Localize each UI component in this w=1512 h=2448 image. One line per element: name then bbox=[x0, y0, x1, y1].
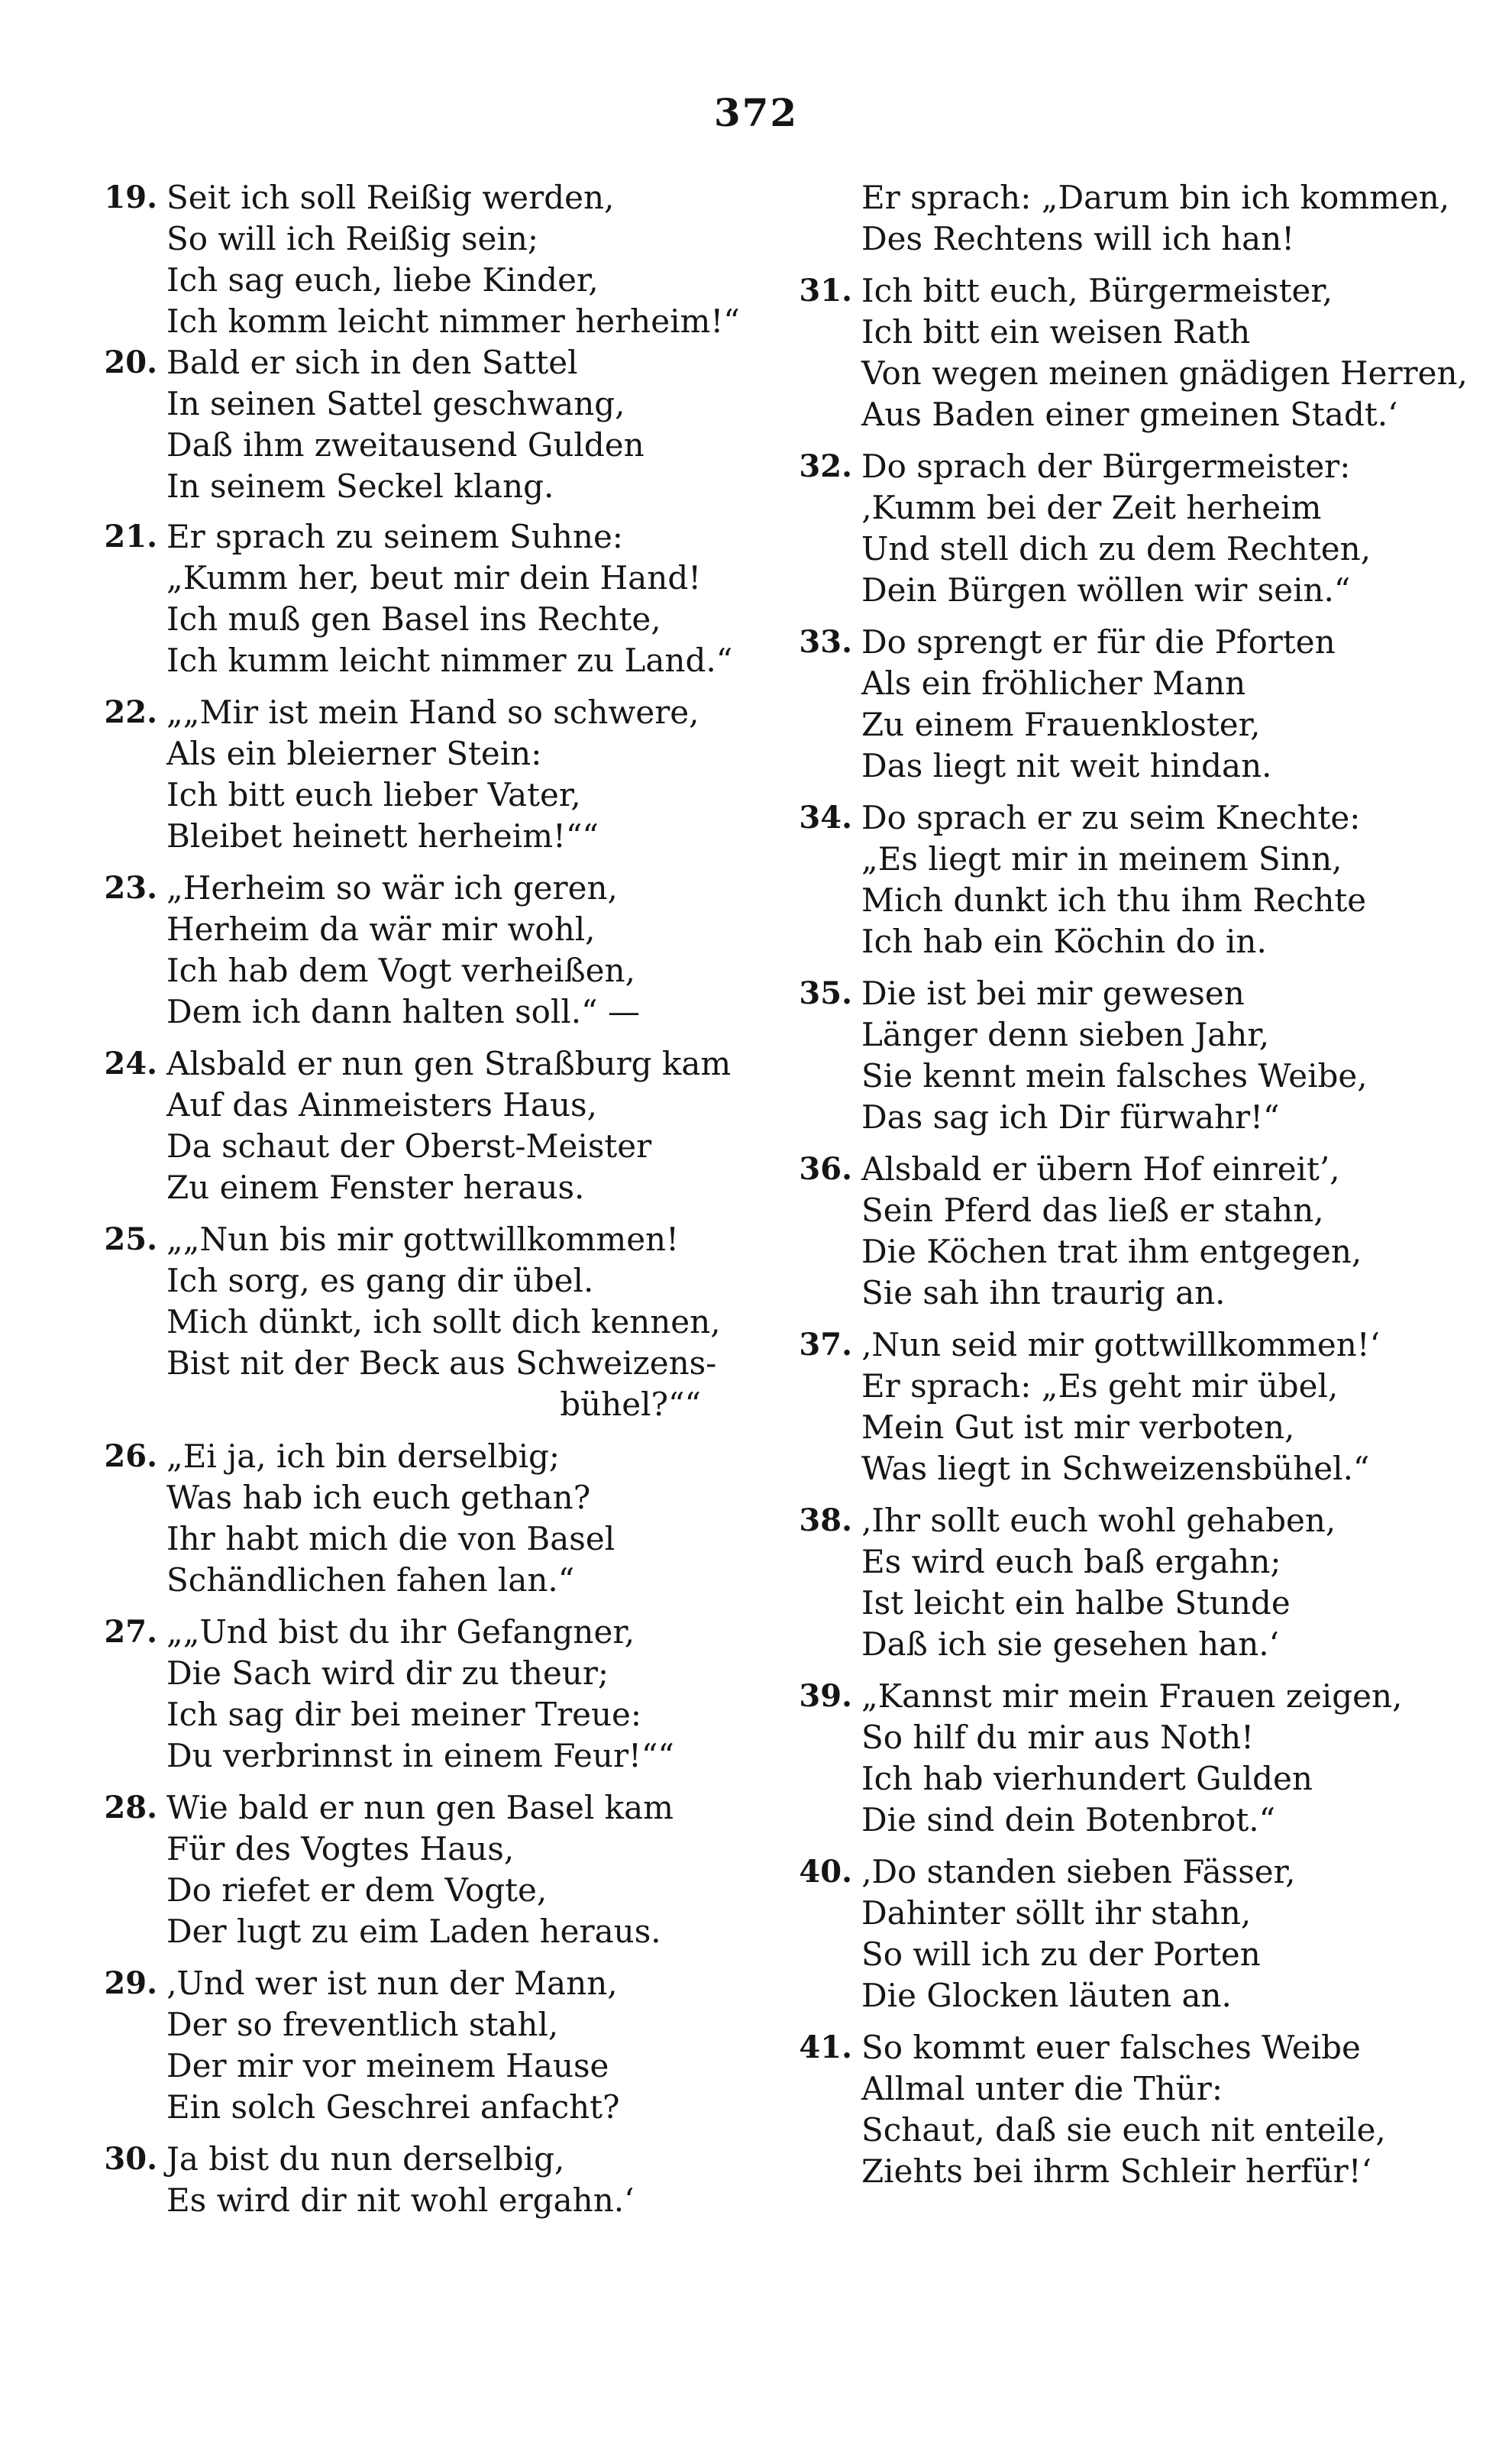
stanza-number: 19. bbox=[104, 179, 157, 215]
verse-line: So will ich Reißig sein; bbox=[166, 220, 539, 257]
stanza bbox=[75, 1787, 732, 1952]
stanza-number: 39. bbox=[799, 1678, 852, 1714]
verse-line: ‚Kumm bei der Zeit herheim bbox=[861, 489, 1322, 526]
stanza-number: 36. bbox=[799, 1151, 852, 1187]
stanza-number: 24. bbox=[104, 1046, 157, 1082]
verse-line: Die Glocken läuten an. bbox=[861, 1977, 1232, 2014]
verse-line: Sein Pferd das ließ er stahn, bbox=[861, 1192, 1324, 1229]
verse-line: Bist nit der Beck aus Schweizens- bbox=[166, 1344, 717, 1382]
verse-line: Wie bald er nun gen Basel kam bbox=[166, 1789, 674, 1826]
verse-line: So will ich zu der Porten bbox=[861, 1935, 1261, 1973]
verse-line: Mich dunkt ich thu ihm Rechte bbox=[861, 881, 1367, 919]
verse-line: ‚Ihr sollt euch wohl gehaben, bbox=[861, 1502, 1336, 1539]
verse-line: Do sprengt er für die Pforten bbox=[861, 623, 1336, 661]
verse-line: Von wegen meinen gnädigen Herren, bbox=[861, 354, 1468, 392]
verse-line: Ich bitt euch lieber Vater, bbox=[166, 776, 581, 813]
verse-line: Ich hab vierhundert Gulden bbox=[861, 1760, 1313, 1797]
stanza-number: 34. bbox=[799, 800, 852, 836]
stanza-number: 37. bbox=[799, 1327, 852, 1363]
verse-line: Ich muß gen Basel ins Rechte, bbox=[166, 600, 661, 638]
verse-line: Das sag ich Dir fürwahr!“ bbox=[861, 1098, 1280, 1136]
verse-line: Des Rechtens will ich han! bbox=[861, 220, 1295, 257]
verse-line: So hilf du mir aus Noth! bbox=[861, 1719, 1255, 1756]
verse-line: „„Mir ist mein Hand so schwere, bbox=[166, 694, 699, 731]
stanza-number: 33. bbox=[799, 624, 852, 660]
left-column bbox=[75, 177, 740, 2221]
verse-line: Ich sag euch, liebe Kinder, bbox=[166, 261, 599, 299]
verse-line: Da schaut der Oberst-Meister bbox=[166, 1127, 652, 1165]
stanza bbox=[75, 342, 732, 507]
verse-line: Herheim da wär mir wohl, bbox=[166, 910, 596, 948]
verse-line: „„Nun bis mir gottwillkommen! bbox=[166, 1221, 679, 1258]
page-number: 372 bbox=[713, 90, 799, 135]
verse-line: Und stell dich zu dem Rechten, bbox=[861, 530, 1371, 568]
verse-line: Er sprach zu seinem Suhne: bbox=[166, 518, 623, 555]
verse-line: Ich hab ein Köchin do in. bbox=[861, 923, 1267, 960]
verse-line: Als ein bleierner Stein: bbox=[166, 735, 542, 772]
stanza-number: 41. bbox=[799, 2029, 852, 2065]
verse-line: Länger denn sieben Jahr, bbox=[861, 1016, 1270, 1053]
stanza-number: 22. bbox=[104, 694, 157, 730]
verse-line: Ich komm leicht nimmer herheim!“ bbox=[166, 302, 740, 340]
verse-line: „Kumm her, beut mir dein Hand! bbox=[166, 559, 702, 597]
verse-line: Do sprach der Bürgermeister: bbox=[861, 448, 1351, 485]
verse-line: Es wird euch baß ergahn; bbox=[861, 1543, 1281, 1580]
verse-line: Er sprach: „Es geht mir übel, bbox=[861, 1367, 1339, 1405]
verse-line: Ein solch Geschrei anfacht? bbox=[166, 2088, 620, 2126]
stanza bbox=[770, 1500, 1457, 1665]
verse-line: So kommt euer falsches Weibe bbox=[861, 2029, 1361, 2066]
stanza bbox=[75, 1963, 732, 2128]
stanza-number: 30. bbox=[104, 2141, 157, 2177]
verse-line: Der mir vor meinem Hause bbox=[166, 2047, 609, 2084]
verse-line: Bald er sich in den Sattel bbox=[166, 344, 578, 381]
stanza bbox=[75, 1612, 732, 1777]
verse-line: Für des Vogtes Haus, bbox=[166, 1830, 515, 1868]
stanza bbox=[75, 516, 732, 681]
stanza-number: 21. bbox=[104, 519, 157, 555]
verse-line: Ich sorg, es gang dir übel. bbox=[166, 1262, 594, 1299]
verse-line: Er sprach: „Darum bin ich kommen, bbox=[861, 179, 1450, 216]
verse-line: ‚Nun seid mir gottwillkommen!‘ bbox=[861, 1326, 1381, 1363]
verse-line: Sie sah ihn traurig an. bbox=[861, 1274, 1226, 1311]
verse-line: Ja bist du nun derselbig, bbox=[166, 2140, 565, 2178]
verse-line: Mich dünkt, ich sollt dich kennen, bbox=[166, 1303, 721, 1340]
stanza bbox=[75, 1043, 732, 1208]
verse-line: Do riefet er dem Vogte, bbox=[166, 1871, 548, 1909]
stanza bbox=[770, 622, 1457, 787]
stanza bbox=[770, 1324, 1457, 1489]
verse-line: „„Und bist du ihr Gefangner, bbox=[166, 1613, 635, 1651]
verse-line: Schaut, daß sie euch nit enteile, bbox=[861, 2111, 1386, 2149]
stanza bbox=[75, 1436, 732, 1601]
stanza-number: 29. bbox=[104, 1965, 157, 2001]
stanza bbox=[770, 973, 1457, 1138]
verse-line: Was hab ich euch gethan? bbox=[166, 1479, 591, 1516]
verse-line: Daß ich sie gesehen han.‘ bbox=[861, 1625, 1279, 1663]
verse-line: Das liegt nit weit hindan. bbox=[861, 747, 1272, 784]
verse-line: Ziehts bei ihrm Schleir herfür!‘ bbox=[861, 2152, 1371, 2190]
verse-line: Ist leicht ein halbe Stunde bbox=[861, 1584, 1291, 1622]
verse-line: Die sind dein Botenbrot.“ bbox=[861, 1801, 1276, 1838]
stanza-number: 25. bbox=[104, 1221, 157, 1257]
stanza bbox=[770, 1851, 1457, 2016]
verse-line-continuation: bühel?““ bbox=[560, 1386, 701, 1423]
stanza bbox=[75, 177, 740, 342]
verse-line: Aus Baden einer gmeinen Stadt.‘ bbox=[861, 396, 1398, 433]
verse-line: ‚Do standen sieben Fässer, bbox=[861, 1853, 1296, 1890]
verse-line: Die ist bei mir gewesen bbox=[861, 975, 1245, 1012]
stanza bbox=[770, 177, 1457, 260]
verse-line: Die Köchen trat ihm entgegen, bbox=[861, 1233, 1362, 1270]
stanza-number: 27. bbox=[104, 1614, 157, 1650]
verse-line: Ich bitt euch, Bürgermeister, bbox=[861, 272, 1333, 309]
stanza bbox=[770, 270, 1468, 435]
verse-line: Es wird dir nit wohl ergahn.‘ bbox=[166, 2181, 635, 2219]
verse-line: ‚Und wer ist nun der Mann, bbox=[166, 1965, 618, 2002]
stanza-number: 35. bbox=[799, 975, 852, 1011]
verse-line: Zu einem Frauenkloster, bbox=[861, 706, 1261, 743]
verse-line: Die Sach wird dir zu theur; bbox=[166, 1654, 609, 1692]
stanza-number: 31. bbox=[799, 273, 852, 309]
verse-line: Dahinter söllt ihr stahn, bbox=[861, 1894, 1252, 1932]
stanza-number: 32. bbox=[799, 448, 852, 484]
verse-line: Du verbrinnst in einem Feur!““ bbox=[166, 1737, 674, 1774]
verse-line: Seit ich soll Reißig werden, bbox=[166, 179, 615, 216]
verse-line: Alsbald er übern Hof einreit’, bbox=[861, 1150, 1340, 1188]
stanza-number: 20. bbox=[104, 344, 157, 380]
stanza bbox=[75, 1219, 732, 1425]
stanza-number: 40. bbox=[799, 1854, 852, 1890]
verse-line: Alsbald er nun gen Straßburg kam bbox=[166, 1045, 732, 1082]
verse-line: Allmal unter die Thür: bbox=[861, 2070, 1223, 2107]
verse-line: Bleibet heinett herheim!““ bbox=[166, 817, 599, 855]
verse-line: „Ei ja, ich bin derselbig; bbox=[166, 1437, 561, 1475]
stanza bbox=[770, 2027, 1457, 2192]
verse-line: „Herheim so wär ich geren, bbox=[166, 869, 618, 907]
verse-line: Zu einem Fenster heraus. bbox=[166, 1169, 585, 1206]
verse-line: Do sprach er zu seim Knechte: bbox=[861, 799, 1361, 836]
stanza bbox=[770, 797, 1457, 962]
stanza-number: 23. bbox=[104, 870, 157, 906]
verse-line: Dem ich dann halten soll.“ — bbox=[166, 993, 640, 1030]
verse-line: Sie kennt mein falsches Weibe, bbox=[861, 1057, 1368, 1095]
right-column bbox=[770, 177, 1468, 2192]
stanza bbox=[770, 446, 1457, 611]
verse-line: Der lugt zu eim Laden heraus. bbox=[166, 1913, 661, 1950]
verse-line: Schändlichen fahen lan.“ bbox=[166, 1561, 575, 1599]
stanza bbox=[770, 1676, 1457, 1841]
verse-line: Dein Bürgen wöllen wir sein.“ bbox=[861, 571, 1351, 609]
verse-line: Als ein fröhlicher Mann bbox=[861, 665, 1246, 702]
verse-line: Ich kumm leicht nimmer zu Land.“ bbox=[166, 642, 733, 679]
verse-line: In seinem Seckel klang. bbox=[166, 467, 554, 505]
stanza bbox=[770, 1149, 1457, 1314]
verse-line: Auf das Ainmeisters Haus, bbox=[166, 1086, 597, 1124]
verse-line: „Es liegt mir in meinem Sinn, bbox=[861, 840, 1342, 878]
stanza bbox=[75, 2139, 732, 2221]
stanza-number: 38. bbox=[799, 1502, 852, 1538]
stanza bbox=[75, 692, 732, 857]
stanza bbox=[75, 868, 732, 1033]
verse-line: Ich hab dem Vogt verheißen, bbox=[166, 952, 635, 989]
verse-line: Was liegt in Schweizensbühel.“ bbox=[861, 1450, 1370, 1487]
verse-line: Ihr habt mich die von Basel bbox=[166, 1520, 615, 1557]
verse-line: Ich bitt ein weisen Rath bbox=[861, 313, 1251, 351]
verse-line: Mein Gut ist mir verboten, bbox=[861, 1408, 1295, 1446]
verse-line: Der so freventlich stahl, bbox=[166, 2006, 559, 2043]
stanza-number: 28. bbox=[104, 1790, 157, 1825]
verse-line: „Kannst mir mein Frauen zeigen, bbox=[861, 1677, 1403, 1715]
verse-line: Ich sag dir bei meiner Treue: bbox=[166, 1696, 642, 1733]
stanza-number: 26. bbox=[104, 1438, 157, 1474]
verse-line: Daß ihm zweitausend Gulden bbox=[166, 426, 645, 464]
verse-line: In seinen Sattel geschwang, bbox=[166, 385, 625, 422]
